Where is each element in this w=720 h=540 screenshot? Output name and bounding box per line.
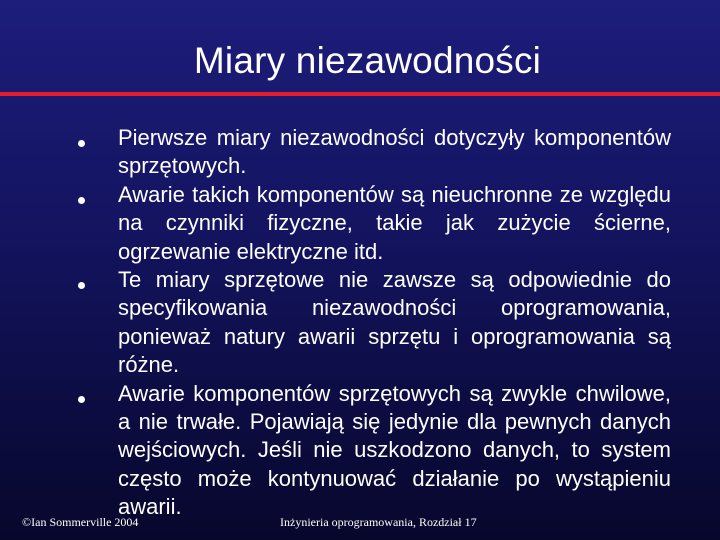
footer-copyright: ©Ian Sommerville 2004 (22, 515, 139, 529)
bullet-list (0, 124, 720, 522)
bullet-text: Pierwsze miary niezawodności dotyczyły komponentów sprzętowych. (118, 125, 671, 179)
slide-title: Miary niezawodności (193, 40, 542, 81)
footer-course: Inżynieria oprogramowania, Rozdział 17 (280, 515, 477, 529)
bullet-dot-icon (78, 282, 85, 289)
bullet-text: Te miary sprzętowe nie zawsze są odpowiednie do specyfikowania niezawodności oprogramowania, ponieważ natury awarii sprzętu i oprogramowania są różne. (118, 267, 671, 378)
bullet-item (0, 266, 720, 380)
title-divider (0, 92, 720, 96)
bullet-text: Awarie komponentów sprzętowych są zwykle chwilowe, a nie trwałe. Pojawiają się jedynie dla pewnych danych wejściowych. Jeśli nie uszkodzono danych, to system często może kontynuować działanie po wystąpieniu awarii. (118, 380, 671, 520)
bullet-text: Awarie takich komponentów są nieuchronne ze względu na czynniki fizyczne, takie jak zużycie ścierne, ogrzewanie elektryczne itd. (118, 181, 671, 264)
bullet-item (0, 124, 720, 181)
bullet-item (0, 181, 720, 266)
bullet-dot-icon (78, 396, 85, 403)
bullet-dot-icon (78, 140, 85, 147)
bullet-item (0, 380, 720, 522)
bullet-dot-icon (78, 197, 85, 204)
